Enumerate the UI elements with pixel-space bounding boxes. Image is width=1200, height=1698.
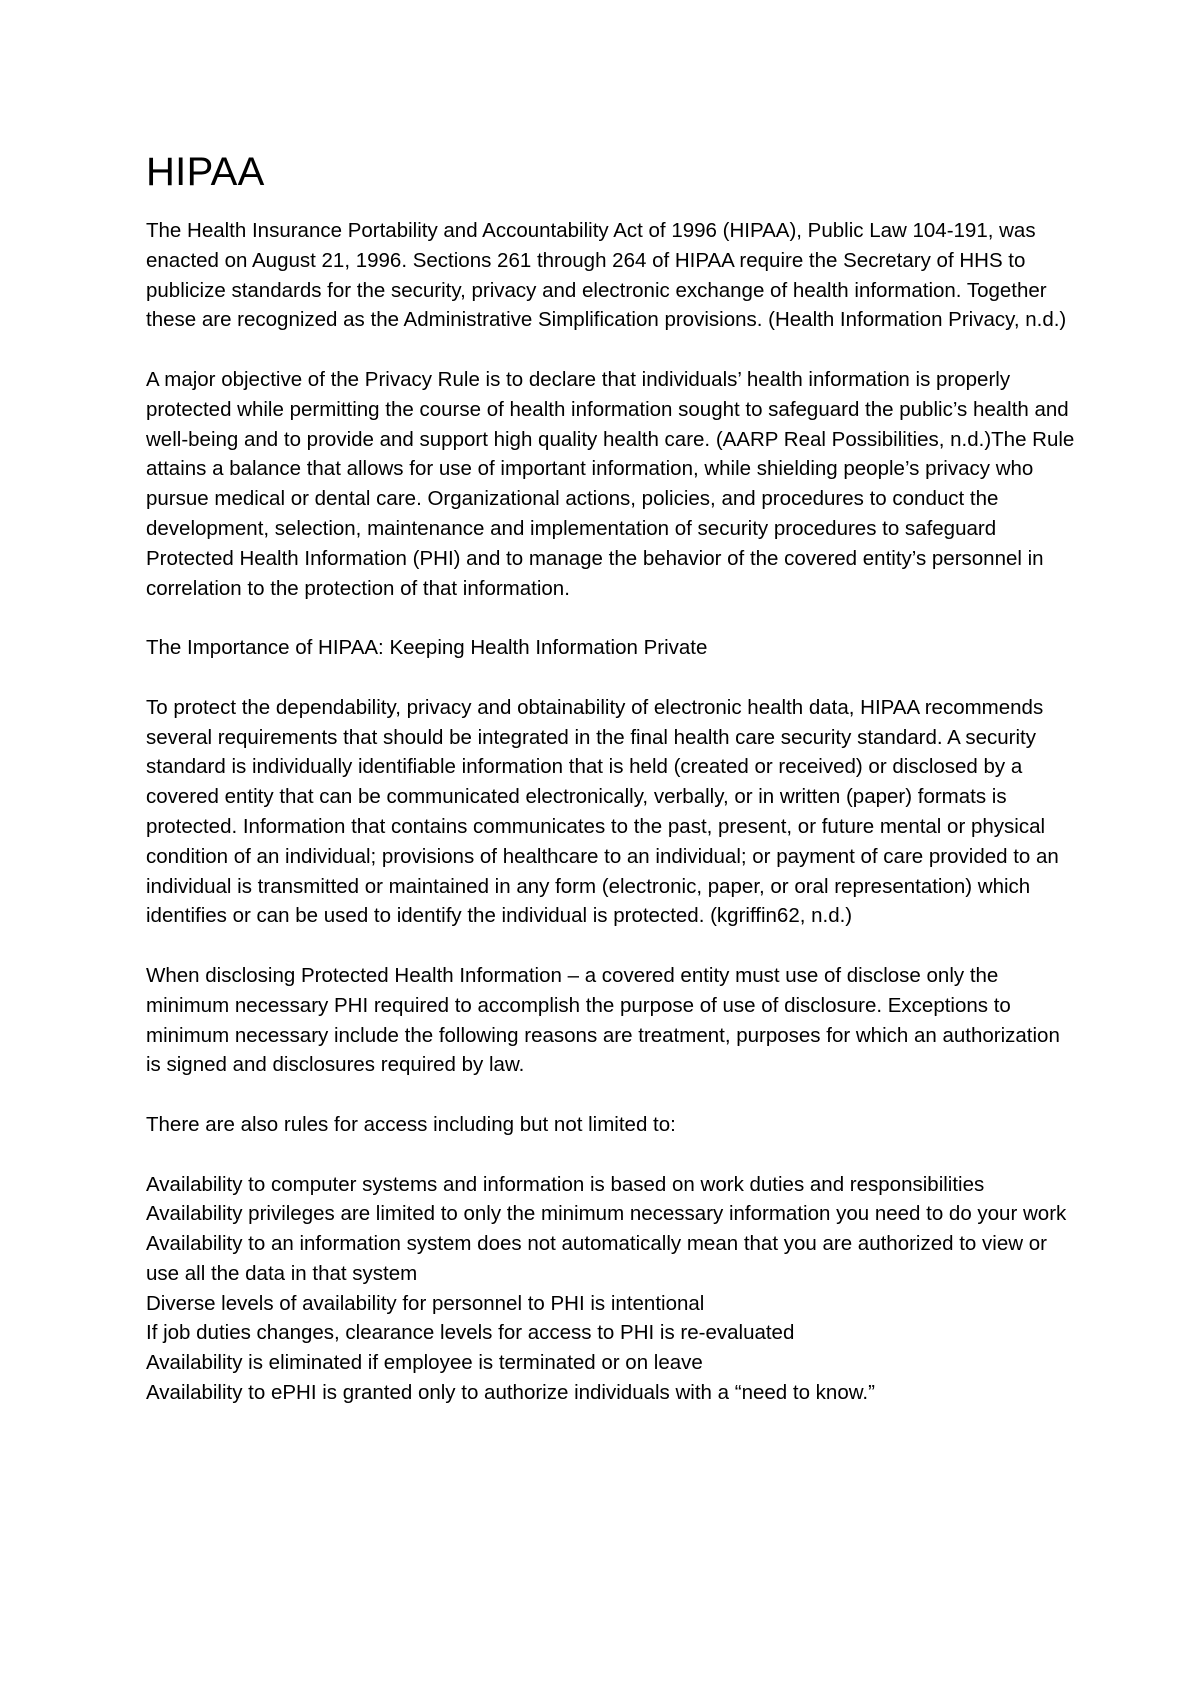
- paragraph-access-rules-intro: There are also rules for access including but not limited to:: [146, 1112, 676, 1136]
- section-heading-importance: The Importance of HIPAA: Keeping Health Information Private: [146, 636, 708, 660]
- paragraph-hipaa-intro: The Health Insurance Portability and Accountability Act of 1996 (HIPAA), Public Law 104-191, was enacted on August 21, 1996. Sections 261 through 264 of HIPAA require the Secretary of HHS to publicize standards for the security, privacy and electronic exchange of health information. Together these are recognized as the Administrative Simplification provisions. (Health Information Privacy, n.d.): [146, 219, 1067, 332]
- paragraph-security-standard: To protect the dependability, privacy and obtainability of electronic health data, HIPAA recommends several requirements that should be integrated in the final health care security standard. A security standard is individually identifiable information that is held (created or received) or disclosed by a covered entity that can be communicated electronically, verbally, or in written (paper) formats is protected. Information that contains communicates to the past, present, or future mental or physical condition of an individual; provisions of healthcare to an individual; or payment of care provided to an individual is transmitted or maintained in any form (electronic, paper, or oral representation) which identifies or can be used to identify the individual is protected. (kgriffin62, n.d.): [146, 695, 1059, 928]
- document-title: HIPAA: [146, 150, 265, 194]
- list-item: Diverse levels of availability for personnel to PHI is intentional: [146, 1291, 705, 1315]
- list-item: Availability to ePHI is granted only to authorize individuals with a “need to know.”: [146, 1381, 875, 1405]
- list-item: Availability is eliminated if employee is terminated or on leave: [146, 1351, 703, 1375]
- access-rules-list: [146, 1170, 1076, 1408]
- paragraph-privacy-rule: A major objective of the Privacy Rule is to declare that individuals’ health information is properly protected while permitting the course of health information sought to safeguard the public’s health and well-being and to provide and support high quality health care. (AARP Real Possibilities, n.d.)The Rule attains a balance that allows for use of important information, while shielding people’s privacy who pursue medical or dental care. Organizational actions, policies, and procedures to conduct the development, selection, maintenance and implementation of security procedures to safeguard Protected Health Information (PHI) and to manage the behavior of the covered entity’s personnel in correlation to the protection of that information.: [146, 367, 1075, 600]
- list-item: Availability to an information system does not automatically mean that you are authorized to view or use all the data in that system: [146, 1232, 1047, 1285]
- document-body: [146, 148, 1076, 1408]
- list-item: If job duties changes, clearance levels for access to PHI is re-evaluated: [146, 1321, 795, 1345]
- list-item: Availability privileges are limited to only the minimum necessary information you need to do your work: [146, 1202, 1067, 1226]
- paragraph-minimum-necessary: When disclosing Protected Health Information – a covered entity must use of disclose only the minimum necessary PHI required to accomplish the purpose of use of disclosure. Exceptions to minimum necessary include the following reasons are treatment, purposes for which an authorization is signed and disclosures required by law.: [146, 963, 1060, 1077]
- list-item: Availability to computer systems and information is based on work duties and responsibilities: [146, 1172, 985, 1196]
